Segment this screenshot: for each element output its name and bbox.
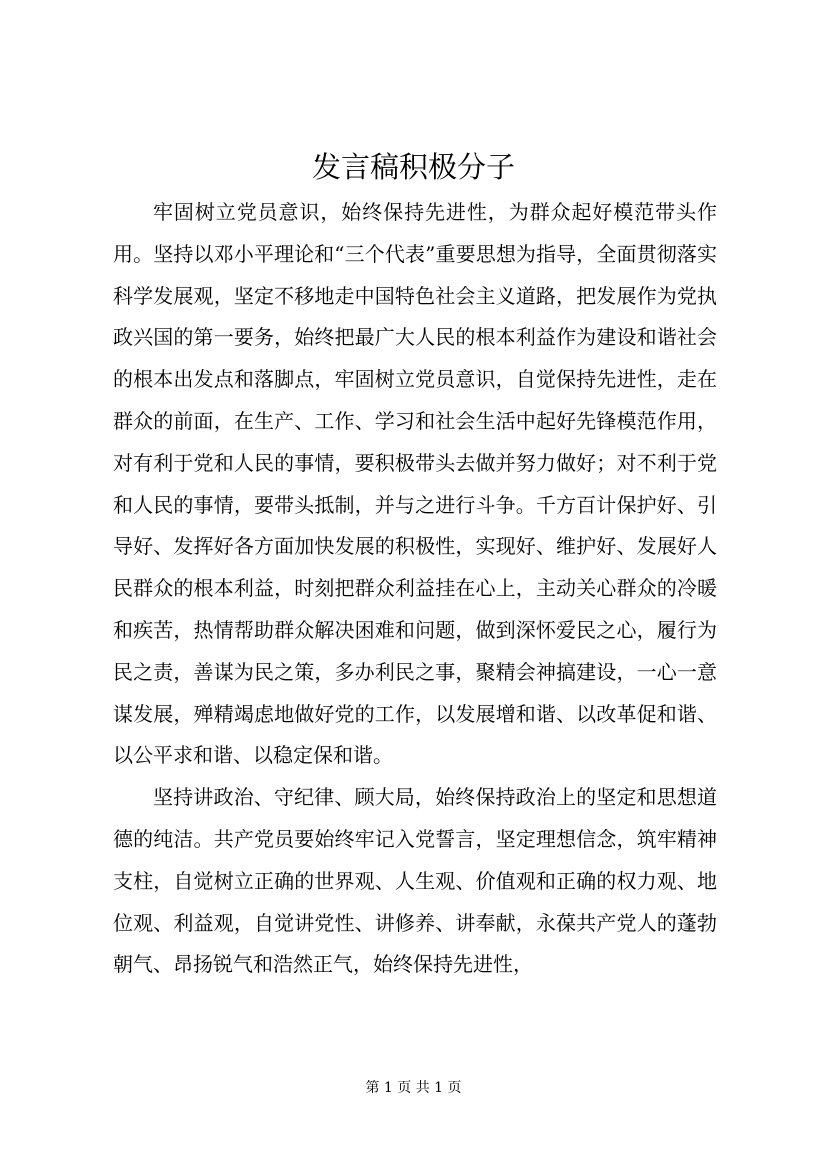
paragraph-1: 牢固树立党员意识，始终保持先进性，为群众起好模范带头作用。坚持以邓小平理论和“三个代表”重要思想为指导，全面贯彻落实科学发展观，坚定不移地走中国特色社会主义道路，把发展作为党执政兴国的第一要务，始终把最广大人民的根本利益作为建设和谐社会的根本出发点和落脚点，牢固树立党员意识，自觉保持先进性，走在群众的前面，在生产、工作、学习和社会生活中起好先锋模范作用，对有利于党和人民的事情，要积极带头去做并努力做好；对不利于党和人民的事情，要带头抵制，并与之进行斗争。千方百计保护好、引导好、发挥好各方面加快发展的积极性，实现好、维护好、发展好人民群众的根本利益，时刻把群众利益挂在心上，主动关心群众的冷暖和疾苦，热情帮助群众解决困难和问题，做到深怀爱民之心，履行为民之责，善谋为民之策，多办利民之事，聚精会神搞建设，一心一意谋发展，殚精竭虑地做好党的工作，以发展增和谐、以改革促和谐、以公平求和谐、以稳定保和谐。 [113, 200, 717, 768]
paragraph-2: 坚持讲政治、守纪律、顾大局，始终保持政治上的坚定和思想道德的纯洁。共产党员要始终牢记入党誓言，坚定理想信念，筑牢精神支柱，自觉树立正确的世界观、人生观、价值观和正确的权力观、地位观、利益观，自觉讲党性、讲修养、讲奉献，永葆共产党人的蓬勃朝气、昂扬锐气和浩然正气，始终保持先进性， [113, 785, 717, 977]
page-number-footer: 第 1 页 共 1 页 [365, 1080, 462, 1096]
document-title: 发言稿积极分子 [311, 150, 515, 184]
document-body [113, 192, 717, 986]
